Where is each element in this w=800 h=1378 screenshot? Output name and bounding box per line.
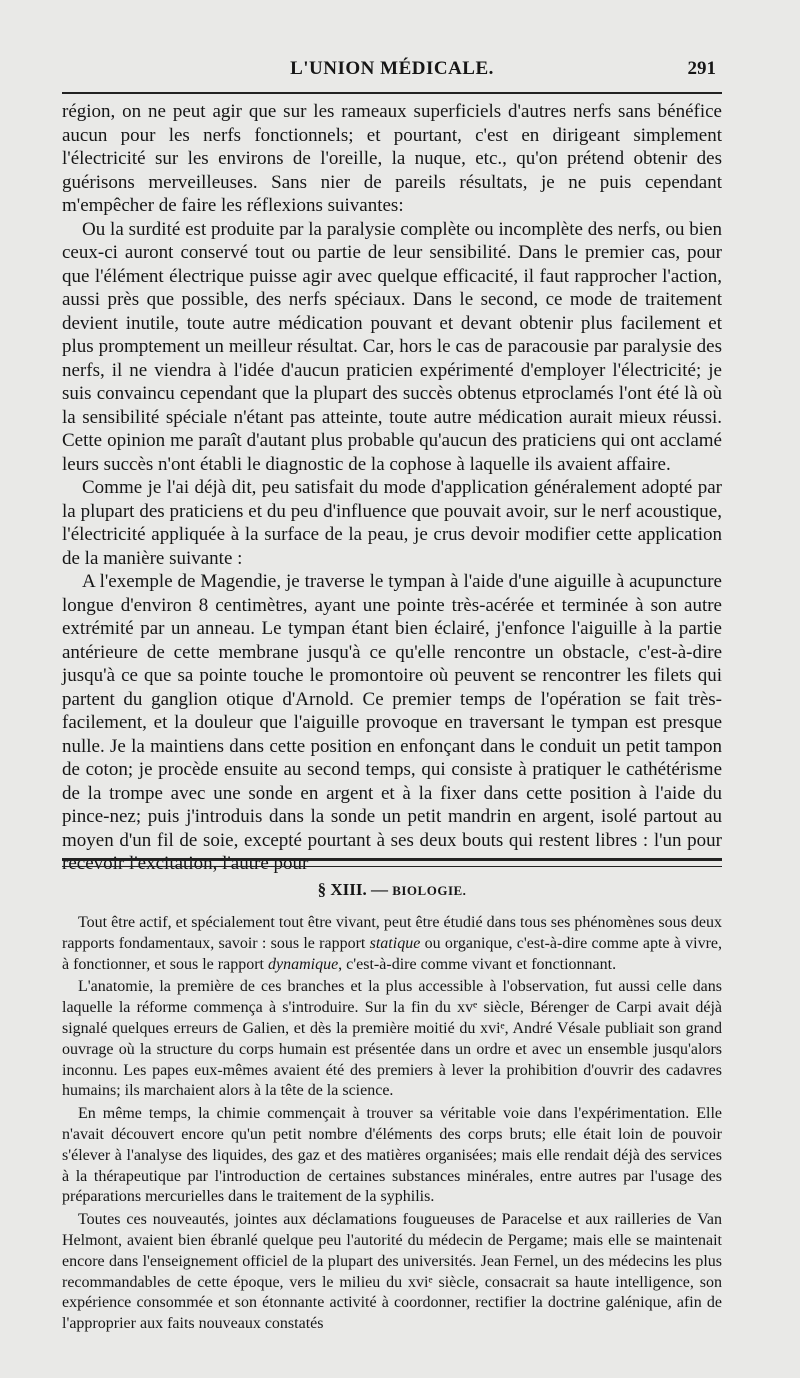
paragraph: A l'exemple de Magendie, je traverse le tympan à l'aide d'une aiguille à acupuncture longue d'environ 8 centimètres, ayant une pointe très-acérée et terminée à son autre extrémité par un anneau. Le tympan étant bien éclairé, j'enfonce l'aiguille à la partie antérieure de cette membrane jusqu'à ce qu'elle rencontre un obstacle, c'est-à-dire jusqu'à ce que sa pointe touche le promontoire où peuvent se rencontrer les filets qui partent du ganglion otique d'Arnold. Ce premier temps de l'opération se fait très-facilement, et la douleur que l'aiguille provoque en traversant le tympan est presque nulle. Je la maintiens dans cette position en enfonçant dans le conduit un petit tampon de coton; je procède ensuite au second temps, qui consiste à pratiquer le cathétérisme de la trompe avec une sonde en argent et à la fixer dans cette position à l'aide du pince-nez; puis j'introduis dans la sonde un petit mandrin en argent, isolé partout au moyen d'un fil de soie, excepté pourtant à ses deux bouts qui restent libres : l'un pour recevoir l'excitation, l'autre pour [62,571,722,874]
paragraph: Ou la surdité est produite par la paralysie complète ou incomplète des nerfs, ou bien ceux-ci auront conservé tout ou partie de leur sensibilité. Dans le premier cas, pour que l'élément électrique puisse agir avec quelque efficacité, il faut rapprocher l'action, aussi près que possible, des nerfs spéciaux. Dans le second, ce mode de traitement devient inutile, toute autre médication pouvant et devant obtenir plus facilement et plus promptement un meilleur résultat. Car, hors le cas de paracousie par paralysie des nerfs, il ne viendra à l'idée d'aucun praticien expérimenté d'employer l'électricité; je suis convaincu cependant que la plupart des succès obtenus etproclamés l'ont été là où la sensibilité spéciale n'étant pas atteinte, toute autre médication aurait mieux réussi. Cette opinion me paraît d'autant plus probable qu'aucun des praticiens qui ont acclamé leurs succès n'ont établi le diagnostic de la cophose à laquelle ils avaient affaire. [62,218,722,475]
page-number: 291 [687,58,716,79]
paragraph: région, on ne peut agir que sur les rameaux superficiels d'autres nerfs sans bénéfice aucun pour les nerfs fonctionnels; et pourtant, c'est en dirigeant simplement l'électricité sur les environs de l'oreille, la nuque, etc., qu'on prétend obtenir des guérisons merveilleuses. Sans nier de pareils résultats, je ne puis cependant m'empêcher de faire les réflexions suivantes: [62,101,722,216]
section-number: § XIII. — [317,880,388,899]
text-run: ou organique, c'est-à-dire comme apte à vivre, à fonctionner, et sous le rapport [62,934,723,973]
text-run: , c'est-à-dire comme vivant et fonctionnant. [338,955,617,973]
italic-term: dynamique [267,955,339,973]
paragraph: Comme je l'ai déjà dit, peu satisfait du mode d'application généralement adopté par la plupart des praticiens et du peu d'influence que pouvait avoir, sur le nerf acoustique, l'électricité appliquée à la surface de la peau, je crus devoir modifier cette application de la manière suivante : [62,477,722,569]
section-name: BIOLOGIE. [392,883,467,898]
text-run: Tout être actif, et spécialement tout être vivant, peut être étudié dans tous ses phénomènes sous deux rapports fondamentaux, savoir : sous le rapport [62,914,722,952]
running-title: L'UNION MÉDICALE. [290,58,494,79]
italic-term: statique [369,934,421,952]
main-article [62,100,722,876]
header-rule [62,92,722,94]
biology-section [62,913,722,1337]
page-header [62,58,722,88]
paragraph [62,913,722,975]
paragraph: L'anatomie, la première de ces branches et la plus accessible à l'observation, fut aussi celle dans laquelle la réforme commença à s'introduire. Sur la fin du xvᵉ siècle, Bérenger de Carpi avait déjà signalé quelques erreurs de Galien, et dès la première moitié du xviᵉ, André Vésale publiait son grand ouvrage où la structure du corps humain est présentée dans un ordre et avec un ensemble jusqu'alors inconnu. Les papes eux-mêmes avaient été des premiers à lever la prohibition d'ouvrir des cadavres humains; ils marchaient alors à la tête de la science. [62,978,722,1100]
section-heading [62,880,722,900]
paragraph: Toutes ces nouveautés, jointes aux déclamations fougueuses de Paracelse et aux railleries de Van Helmont, avaient bien ébranlé quelque peu l'autorité du médecin de Pergame; mais elle se maintenait encore dans l'enseignement officiel de la plupart des universités. Jean Fernel, un des médecins les plus recommandables de cette époque, vers le milieu du xviᵉ siècle, consacrait sa haute intelligence, son expérience consommée et son étonnante activité à coordonner, rectifier la doctrine galénique, afin de l'approprier aux faits nouveaux constatés [62,1211,722,1333]
paragraph: En même temps, la chimie commençait à trouver sa véritable voie dans l'expérimentation. Elle n'avait découvert encore qu'un petit nombre d'éléments des corps bruts; elle était loin de pouvoir s'élever à l'analyse des liquides, des gaz et des matières organisées; mais elle rendait déjà des services à la thérapeutique par l'introduction de certaines substances minérales, entre autres par l'usage des préparations mercurielles dans le traitement de la syphilis. [62,1105,722,1206]
section-divider [62,858,722,867]
